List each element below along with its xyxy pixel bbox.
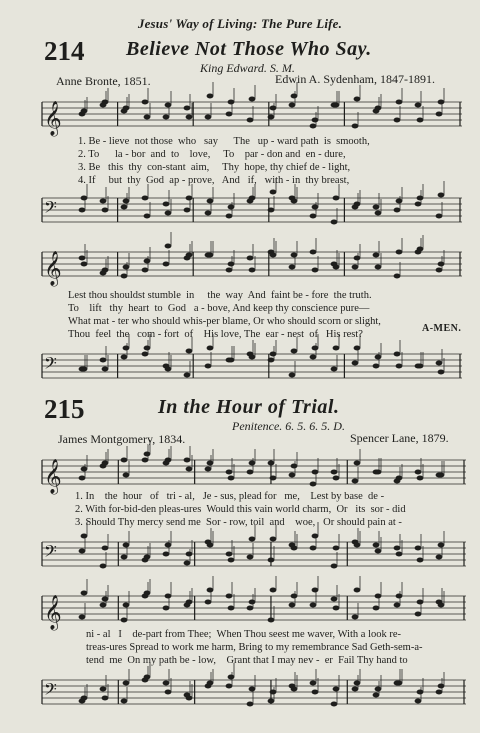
hymn-number: 214 (44, 36, 85, 66)
note-head (81, 109, 88, 114)
note-head (375, 265, 382, 270)
note-head (312, 268, 319, 273)
staff-bass (42, 676, 466, 716)
note-head (81, 262, 88, 267)
note-head (228, 262, 235, 267)
note-head (352, 124, 359, 129)
note-head (186, 552, 193, 557)
note-head (142, 458, 149, 463)
note-head (436, 555, 443, 560)
note-head (123, 473, 130, 478)
note-head (226, 684, 233, 689)
note-head (207, 199, 214, 204)
note-head (81, 467, 88, 472)
note-head (333, 265, 340, 270)
note-head (268, 115, 275, 120)
note-head (396, 100, 403, 105)
note-head (165, 594, 172, 599)
note-head (291, 253, 298, 258)
note-head (417, 364, 424, 369)
note-head (228, 100, 235, 105)
note-head (415, 202, 422, 207)
note-head (249, 600, 256, 605)
verse-line: 2. With for-bid-den pleas-ures Would this vain world charm, Or its sor - did (75, 504, 406, 515)
note-head (291, 687, 298, 692)
note-head (331, 470, 338, 475)
note-head (354, 97, 361, 102)
note-head (205, 467, 212, 472)
note-head (186, 696, 193, 701)
note-head (228, 358, 235, 363)
note-head (184, 373, 191, 378)
note-head (270, 537, 277, 542)
note-head (270, 588, 277, 593)
note-head (310, 482, 317, 487)
note-head (438, 262, 445, 267)
note-head (228, 606, 235, 611)
note-head (394, 118, 401, 123)
note-head (331, 220, 338, 225)
note-head (165, 367, 172, 372)
note-head (247, 555, 254, 560)
note-head (249, 268, 256, 273)
note-head (333, 687, 340, 692)
note-head (417, 690, 424, 695)
note-head (352, 479, 359, 484)
note-head (184, 561, 191, 566)
note-head (354, 256, 361, 261)
note-head (396, 594, 403, 599)
verse-line: ni - al I de-part from Thee; When Thou seest me waver, With a look re- (86, 629, 402, 640)
note-head (142, 352, 149, 357)
note-head (102, 546, 109, 551)
note-head (123, 681, 130, 686)
verse-line: treas-ures Spread to work me harm, Bring to my remembrance Sad Geth-sem-a- (86, 642, 423, 653)
note-head (186, 196, 193, 201)
note-head (352, 361, 359, 366)
note-head (165, 458, 172, 463)
note-head (270, 690, 277, 695)
note-head (333, 546, 340, 551)
note-head (312, 205, 319, 210)
note-head (100, 564, 107, 569)
note-head (333, 103, 340, 108)
note-head (438, 684, 445, 689)
note-head (310, 546, 317, 551)
note-head (394, 546, 401, 551)
note-head (249, 355, 256, 360)
note-head (102, 268, 109, 273)
note-head (396, 250, 403, 255)
note-head (417, 196, 424, 201)
tune-name: Penitence. 6. 5. 6. 5. D. (232, 419, 345, 433)
note-head (394, 603, 401, 608)
note-head (289, 373, 296, 378)
note-head (310, 214, 317, 219)
note-head (123, 543, 130, 548)
composer-credit: Spencer Lane, 1879. (350, 431, 449, 445)
note-head (354, 202, 361, 207)
note-head (163, 681, 170, 686)
note-head (184, 106, 191, 111)
note-head (436, 112, 443, 117)
hymn-title: In the Hour of Trial. (158, 396, 340, 418)
note-head (415, 470, 422, 475)
treble-clef-icon: 𝄞 (44, 595, 62, 630)
note-head (144, 452, 151, 457)
note-head (396, 364, 403, 369)
note-head (310, 603, 317, 608)
note-head (354, 346, 361, 351)
note-head (396, 199, 403, 204)
note-head (144, 259, 151, 264)
note-head (417, 247, 424, 252)
note-head (352, 615, 359, 620)
note-head (268, 558, 275, 563)
note-head (310, 124, 317, 129)
verse-line: Thou feel the com - fort of His love, The ear - nest of His rest? (68, 329, 363, 340)
note-head (438, 473, 445, 478)
note-head (417, 600, 424, 605)
note-head (123, 199, 130, 204)
staff-bass (42, 194, 462, 234)
note-head (438, 193, 445, 198)
note-head (163, 552, 170, 557)
note-head (375, 687, 382, 692)
note-head (102, 461, 109, 466)
note-head (247, 470, 254, 475)
note-head (226, 470, 233, 475)
note-head (249, 537, 256, 542)
note-head (396, 681, 403, 686)
note-head (312, 346, 319, 351)
note-head (121, 699, 128, 704)
note-head (207, 346, 214, 351)
note-head (79, 476, 86, 481)
verse-line: 2. To la - bor and to love, To par - don and en - dure, (78, 149, 346, 160)
note-head (79, 615, 86, 620)
note-head (312, 118, 319, 123)
treble-clef-icon: 𝄞 (44, 251, 62, 286)
note-head (81, 196, 88, 201)
note-head (123, 346, 130, 351)
note-head (438, 543, 445, 548)
note-head (415, 612, 422, 617)
note-head (144, 591, 151, 596)
note-head (79, 256, 86, 261)
note-head (333, 196, 340, 201)
note-head (354, 588, 361, 593)
note-head (415, 699, 422, 704)
note-head (268, 358, 275, 363)
amen-label: A-MEN. (422, 323, 462, 334)
note-head (186, 253, 193, 258)
note-head (249, 196, 256, 201)
note-head (310, 681, 317, 686)
note-head (228, 675, 235, 680)
note-head (228, 558, 235, 563)
note-head (310, 355, 317, 360)
note-head (333, 346, 340, 351)
note-head (100, 603, 107, 608)
note-head (417, 476, 424, 481)
note-head (144, 675, 151, 680)
note-head (415, 103, 422, 108)
note-head (375, 106, 382, 111)
note-head (207, 94, 214, 99)
note-head (163, 262, 170, 267)
note-head (165, 543, 172, 548)
note-head (81, 534, 88, 539)
note-head (270, 190, 277, 195)
note-head (207, 681, 214, 686)
note-head (289, 103, 296, 108)
note-head (81, 367, 88, 372)
note-head (163, 115, 170, 120)
note-head (79, 549, 86, 554)
note-head (186, 467, 193, 472)
note-head (291, 349, 298, 354)
note-head (142, 100, 149, 105)
note-head (396, 552, 403, 557)
note-head (331, 564, 338, 569)
note-head (102, 367, 109, 372)
note-head (270, 253, 277, 258)
note-head (165, 211, 172, 216)
note-head (373, 543, 380, 548)
verse-line: 1. In the hour of tri - al, Je - sus, plead for me, Lest by base de - (75, 491, 385, 502)
note-head (228, 205, 235, 210)
note-head (310, 250, 317, 255)
hymn-number: 215 (44, 394, 85, 424)
note-head (144, 214, 151, 219)
note-head (102, 597, 109, 602)
note-head (205, 211, 212, 216)
note-head (144, 346, 151, 351)
note-head (312, 588, 319, 593)
verse-line: tend me On my path be - low, Grant that I may nev - er Fail Thy hand to (86, 655, 408, 666)
note-head (207, 461, 214, 466)
staff-treble (42, 592, 466, 632)
note-head (207, 543, 214, 548)
author-credit: James Montgomery, 1834. (58, 432, 186, 446)
note-head (354, 461, 361, 466)
note-head (291, 464, 298, 469)
note-head (102, 100, 109, 105)
note-head (228, 476, 235, 481)
note-head (375, 549, 382, 554)
note-head (123, 603, 130, 608)
note-head (249, 461, 256, 466)
note-head (438, 603, 445, 608)
note-head (375, 211, 382, 216)
note-head (165, 244, 172, 249)
note-head (394, 274, 401, 279)
note-head (331, 597, 338, 602)
note-head (268, 208, 275, 213)
tune-name: King Edward. S. M. (200, 61, 295, 75)
note-head (354, 543, 361, 548)
staff-treble (42, 456, 466, 496)
note-head (333, 476, 340, 481)
composer-credit: Edwin A. Sydenham, 1847-1891. (275, 72, 435, 86)
note-head (289, 265, 296, 270)
note-head (354, 681, 361, 686)
note-head (100, 358, 107, 363)
author-credit: Anne Bronte, 1851. (56, 74, 151, 88)
note-head (142, 196, 149, 201)
note-head (375, 470, 382, 475)
note-head (438, 370, 445, 375)
note-head (373, 606, 380, 611)
note-head (81, 696, 88, 701)
note-head (352, 265, 359, 270)
staff-bass (42, 538, 466, 578)
note-head (312, 470, 319, 475)
note-head (226, 594, 233, 599)
note-head (436, 690, 443, 695)
note-head (247, 118, 254, 123)
note-head (186, 115, 193, 120)
note-head (312, 690, 319, 695)
verse-line: Lest thou shouldst stumble in the way And faint be - fore the truth. (68, 290, 372, 301)
note-head (226, 268, 233, 273)
note-head (207, 588, 214, 593)
note-head (205, 364, 212, 369)
note-head (394, 208, 401, 213)
note-head (394, 352, 401, 357)
note-head (373, 693, 380, 698)
note-head (438, 100, 445, 105)
note-head (373, 364, 380, 369)
note-head (249, 687, 256, 692)
note-head (121, 555, 128, 560)
verse-line: To lift thy heart to God a - bove, And keep thy conscience pure— (68, 303, 370, 314)
note-head (247, 606, 254, 611)
note-head (270, 106, 277, 111)
note-head (226, 214, 233, 219)
note-head (123, 265, 130, 270)
note-head (291, 594, 298, 599)
treble-clef-icon: 𝄞 (44, 459, 62, 494)
bass-clef-icon: 𝄢 (44, 353, 57, 377)
note-head (123, 106, 130, 111)
staff-bass (42, 350, 462, 390)
staff-treble (42, 98, 462, 138)
page-header: Jesus' Way of Living: The Pure Life. (137, 16, 343, 31)
note-head (268, 618, 275, 623)
bass-clef-icon: 𝄢 (44, 541, 57, 565)
note-head (249, 97, 256, 102)
note-head (375, 355, 382, 360)
note-head (289, 473, 296, 478)
note-head (312, 534, 319, 539)
note-head (436, 268, 443, 273)
note-head (270, 352, 277, 357)
note-head (81, 591, 88, 596)
note-head (121, 618, 128, 623)
verse-line: 3. Should Thy mercy send me Sor - row, toil and woe, Or should pain at - (75, 517, 402, 528)
verse-line: 1. Be - lieve not those who say The up - ward path is smooth, (78, 136, 370, 147)
staff-treble (42, 248, 462, 288)
note-head (102, 696, 109, 701)
note-head (102, 208, 109, 213)
note-head (291, 546, 298, 551)
verse-line: 3. Be this thy con-stant aim, Thy hope, thy chief de - light, (78, 162, 351, 173)
note-head (417, 558, 424, 563)
note-head (436, 214, 443, 219)
note-head (184, 458, 191, 463)
note-head (165, 103, 172, 108)
note-head (79, 208, 86, 213)
note-head (268, 699, 275, 704)
note-head (121, 274, 128, 279)
note-head (144, 115, 151, 120)
verse-line: What mat - ter who should whis-per blame, Or who should scorn or slight, (68, 316, 381, 327)
note-head (396, 476, 403, 481)
hymn-title: Believe Not Those Who Say. (126, 38, 372, 60)
note-head (268, 461, 275, 466)
note-head (165, 690, 172, 695)
note-head (207, 253, 214, 258)
bass-clef-icon: 𝄢 (44, 197, 57, 221)
note-head (373, 205, 380, 210)
bass-clef-icon: 𝄢 (44, 679, 57, 703)
note-head (163, 202, 170, 207)
note-head (100, 687, 107, 692)
note-head (247, 256, 254, 261)
note-head (417, 118, 424, 123)
note-head (121, 205, 128, 210)
note-head (142, 268, 149, 273)
note-head (352, 687, 359, 692)
note-head (289, 603, 296, 608)
note-head (291, 94, 298, 99)
note-head (121, 458, 128, 463)
note-head (291, 199, 298, 204)
note-head (121, 355, 128, 360)
note-head (247, 702, 254, 707)
note-head (186, 600, 193, 605)
note-head (333, 606, 340, 611)
note-head (100, 199, 107, 204)
note-head (331, 367, 338, 372)
note-head (226, 112, 233, 117)
verse-line: 4. If but thy God ap - prove, And if, with - in thy breast, (78, 175, 350, 186)
note-head (205, 600, 212, 605)
note-head (373, 253, 380, 258)
note-head (436, 361, 443, 366)
note-head (226, 552, 233, 557)
note-head (186, 349, 193, 354)
note-head (270, 476, 277, 481)
note-head (184, 208, 191, 213)
note-head (205, 115, 212, 120)
note-head (375, 594, 382, 599)
note-head (415, 546, 422, 551)
treble-clef-icon: 𝄞 (44, 101, 62, 136)
note-head (331, 702, 338, 707)
note-head (163, 606, 170, 611)
note-head (144, 555, 151, 560)
